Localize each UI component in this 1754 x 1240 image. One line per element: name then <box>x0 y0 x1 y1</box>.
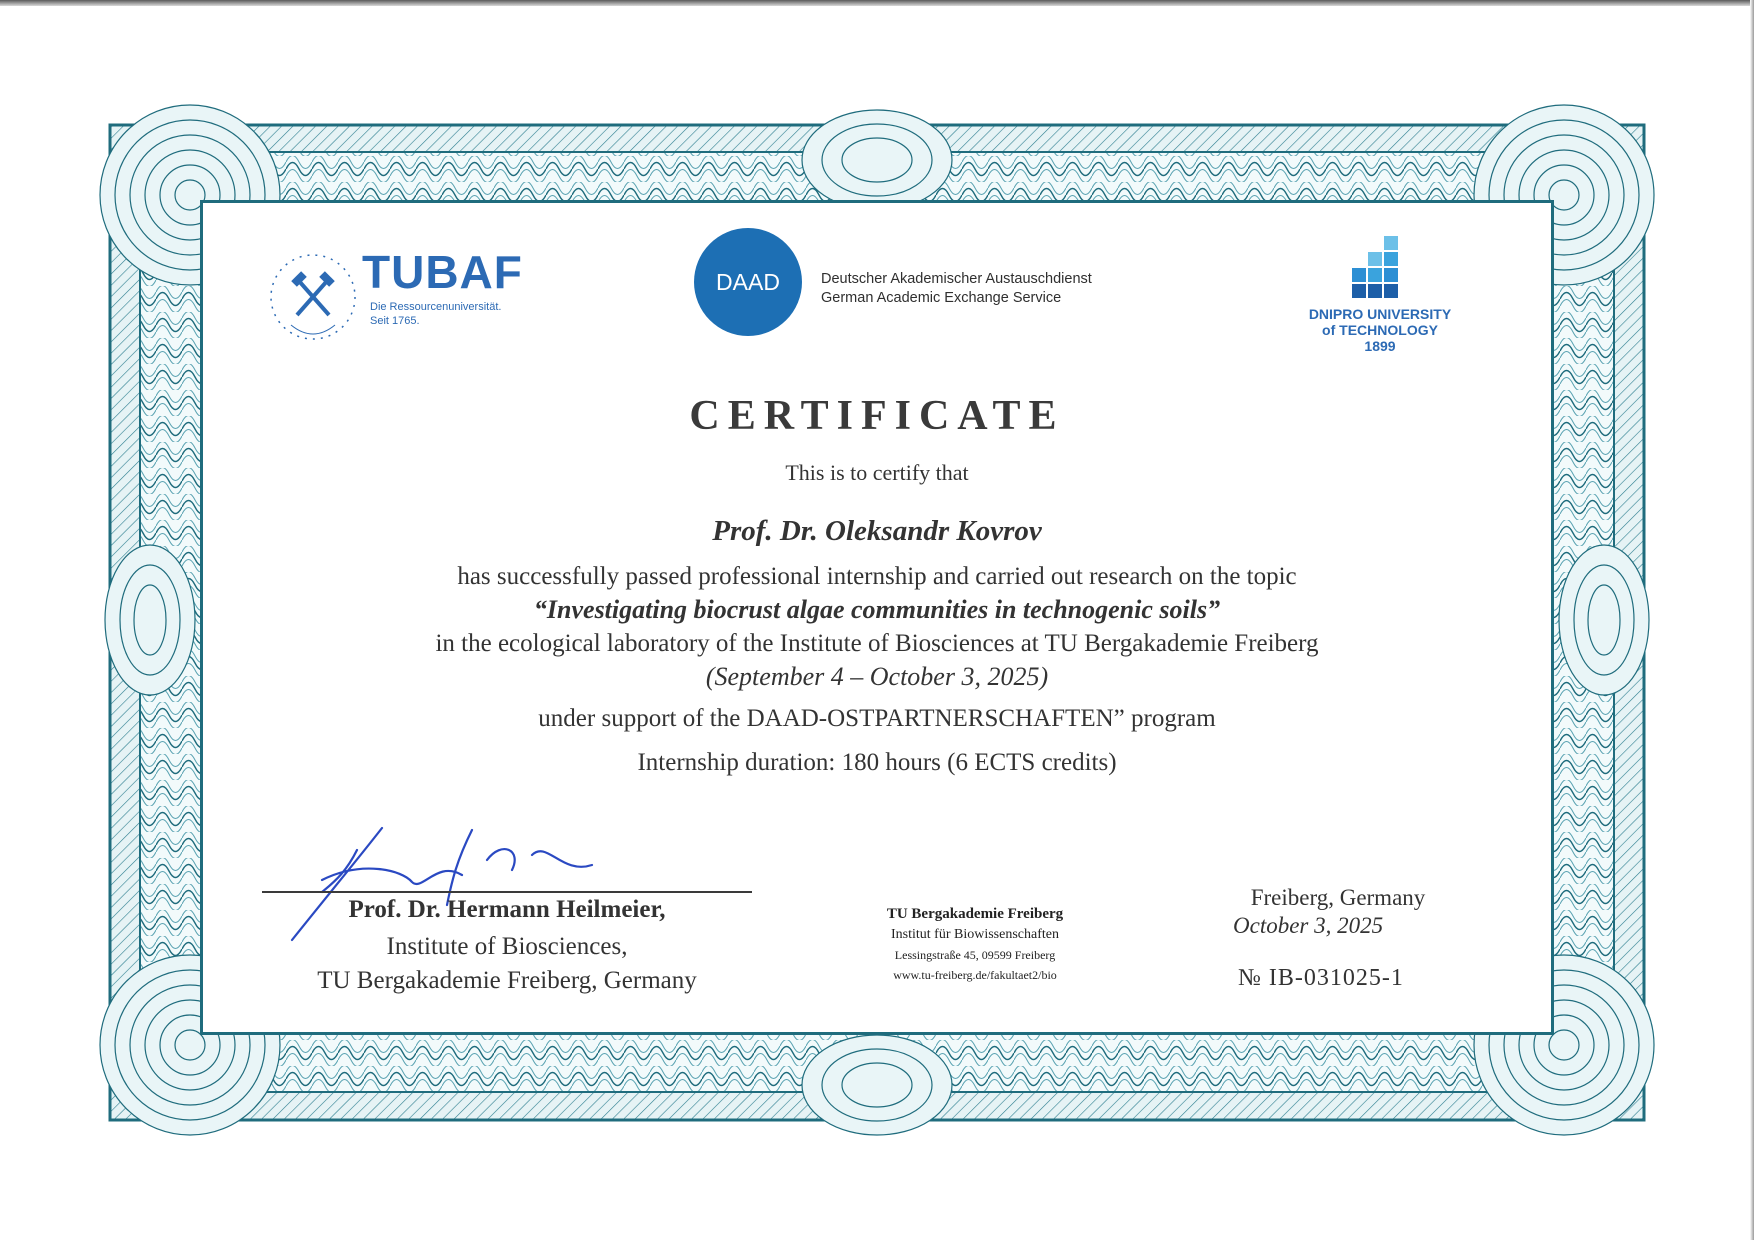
stamp-line-3: Lessingstraße 45, 09599 Freiberg <box>894 948 1056 962</box>
duration-line: Internship duration: 180 hours (6 ECTS credits) <box>637 749 1117 776</box>
stamp-line-2: Institut für Biowissenschaften <box>891 927 1059 942</box>
daad-name-english: German Academic Exchange Service <box>821 290 1062 306</box>
recipient-name: Prof. Dr. Oleksandr Kovrov <box>712 515 1042 547</box>
institute-stamp <box>860 904 1090 985</box>
stamp-line-4: www.tu-freiberg.de/fakultaet2/bio <box>893 968 1057 982</box>
tubaf-tagline-2: Seit 1765. <box>370 315 420 327</box>
certificate-number: № IB-031025-1 <box>1238 965 1404 991</box>
body-line-1: has successfully passed professional internship and carried out research on the topic <box>457 563 1297 590</box>
certify-intro: This is to certify that <box>785 460 969 485</box>
daad-logo: DAAD <box>694 228 802 336</box>
research-topic: “Investigating biocrust algae communities in technogenic soils” <box>533 595 1221 624</box>
issue-date: October 3, 2025 <box>1233 913 1384 938</box>
edge-rosette-left <box>105 545 195 695</box>
body-line-2: in the ecological laboratory of the Institute of Biosciences at TU Bergakademie Freiberg <box>435 630 1319 657</box>
internship-dates: (September 4 – October 3, 2025) <box>705 662 1049 691</box>
tubaf-wordmark: TUBAF <box>362 246 523 298</box>
daad-name <box>821 270 1092 308</box>
tubaf-tagline-1: Die Ressourcenuniversität. <box>370 301 502 313</box>
issue-place: Freiberg, Germany <box>1250 885 1426 910</box>
signatory-org: TU Bergakademie Freiberg, Germany <box>317 967 697 994</box>
edge-rosette-bottom <box>802 1035 952 1135</box>
certificate-title: CERTIFICATE <box>689 393 1065 439</box>
dnipro-name <box>1280 306 1480 354</box>
daad-name-german: Deutscher Akademischer Austauschdienst <box>821 271 1092 287</box>
dnipro-line-3: 1899 <box>1364 338 1396 354</box>
edge-rosette-right <box>1559 545 1649 695</box>
dnipro-line-2: of TECHNOLOGY <box>1322 322 1438 338</box>
dnipro-bars-icon <box>1350 230 1410 302</box>
signatory-name: Prof. Dr. Hermann Heilmeier, <box>348 896 666 923</box>
signature-line <box>262 891 752 893</box>
signatory-unit: Institute of Biosciences, <box>386 933 628 960</box>
stamp-line-1: TU Bergakademie Freiberg <box>886 906 1064 922</box>
program-line: under support of the DAAD-OSTPARTNERSCHAFTEN” program <box>538 705 1216 732</box>
tubaf-tagline <box>370 300 501 328</box>
edge-rosette-top <box>802 110 952 210</box>
dnipro-line-1: DNIPRO UNIVERSITY <box>1308 306 1452 322</box>
